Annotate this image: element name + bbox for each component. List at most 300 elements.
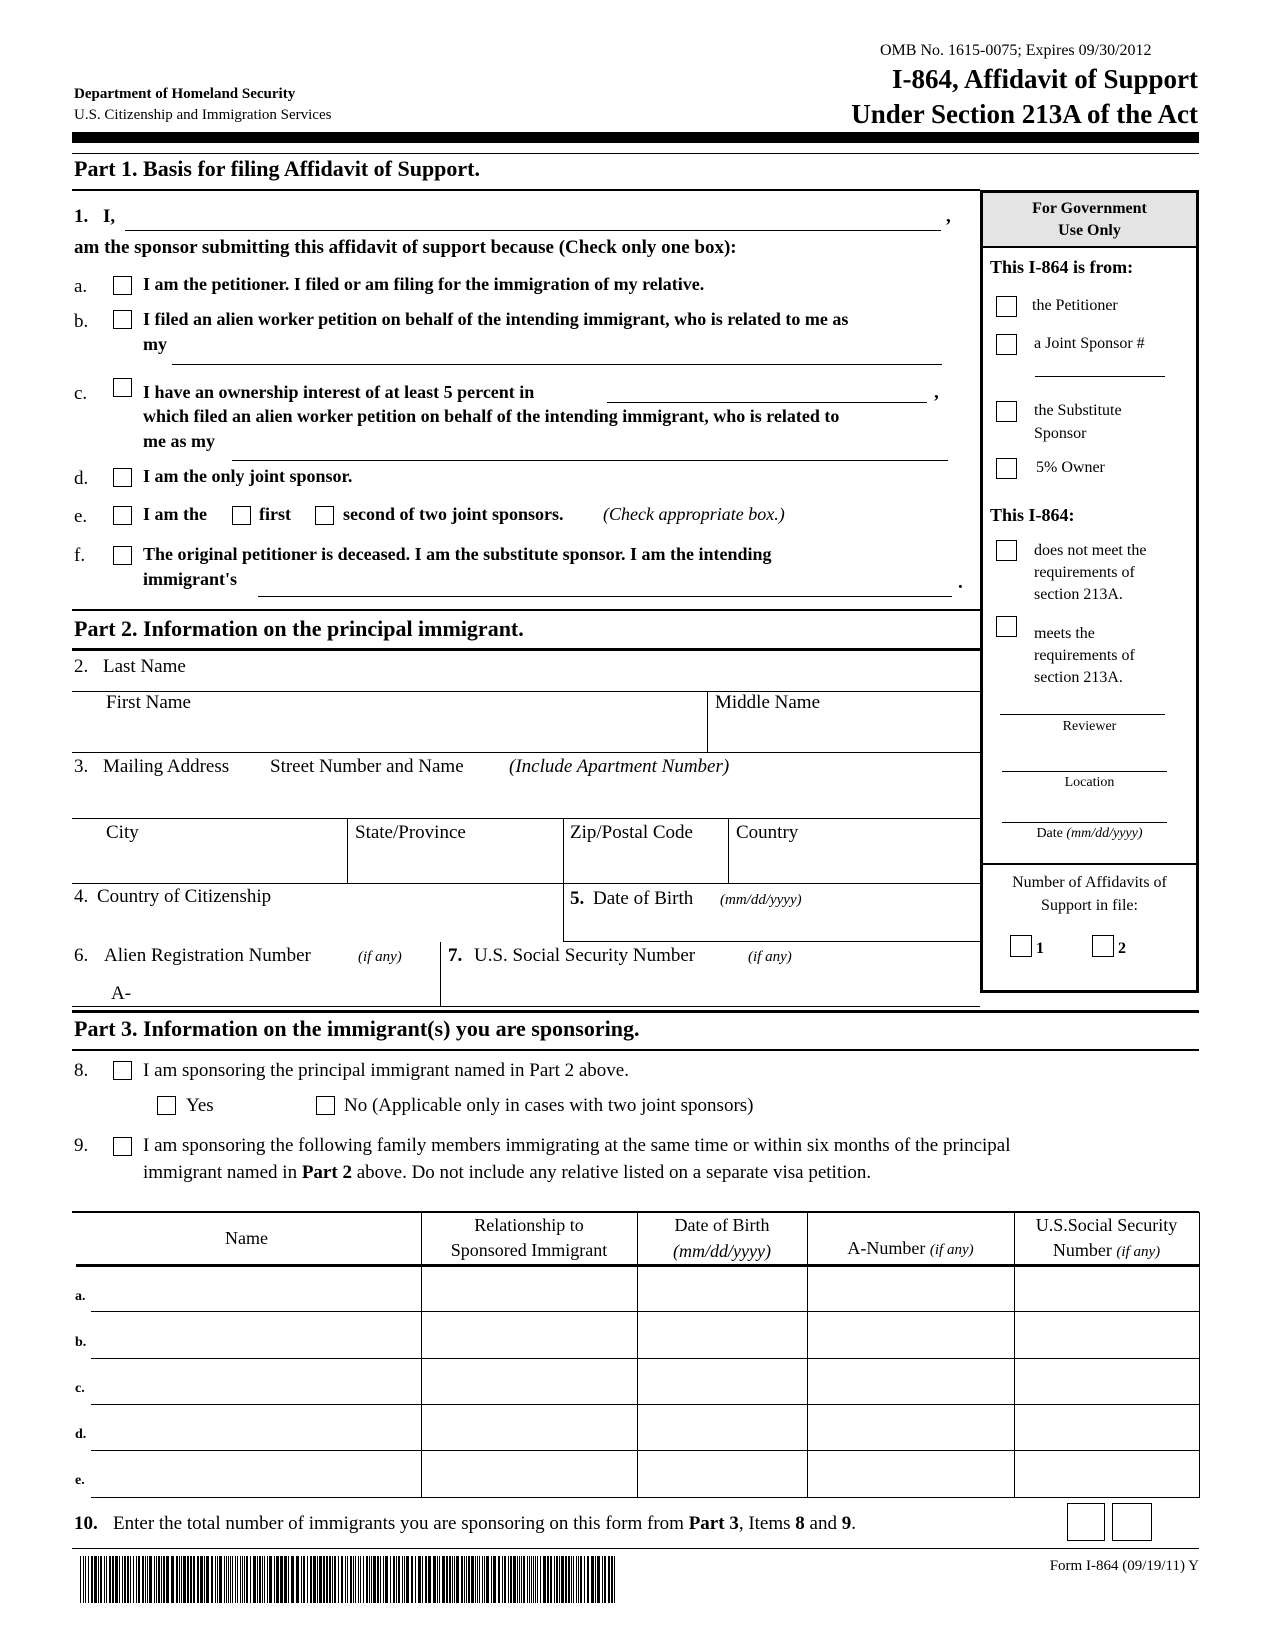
gov-meets-line2: requirements of: [1034, 647, 1135, 664]
table-col-anumber-note: (if any): [929, 1242, 974, 1258]
barcode-bar: [521, 1556, 522, 1603]
barcode-bar: [353, 1556, 354, 1603]
barcode-bar: [313, 1556, 316, 1603]
barcode-bar: [181, 1556, 182, 1603]
city-label: City: [106, 822, 139, 843]
barcode-bar: [554, 1556, 555, 1603]
table-header-rule: [76, 1264, 1200, 1267]
table-row-e[interactable]: [91, 1497, 1200, 1498]
barcode-bar: [237, 1556, 238, 1603]
table-col-anumber-label: A-Number: [847, 1238, 926, 1258]
barcode-bar: [398, 1556, 400, 1603]
barcode-bar: [573, 1556, 574, 1603]
q8-yes-label: Yes: [186, 1095, 214, 1116]
gov-date-label: Date: [1036, 826, 1063, 841]
barcode-bar: [360, 1556, 361, 1603]
barcode-bar: [523, 1556, 525, 1603]
q3-number: 3.: [74, 756, 89, 777]
barcode-bar: [176, 1556, 178, 1603]
q10-text-period: .: [851, 1513, 856, 1534]
option-e-letter: e.: [74, 506, 88, 527]
q6-number: 6.: [74, 945, 89, 966]
barcode-bar: [242, 1556, 243, 1603]
q10-text-and: and: [804, 1513, 842, 1534]
option-f-text2: immigrant's: [143, 569, 237, 589]
barcode-bar: [437, 1556, 438, 1603]
option-d-letter: d.: [74, 468, 89, 489]
barcode-bar: [377, 1556, 379, 1603]
q1-prefix: I,: [103, 206, 116, 227]
barcode-bar: [193, 1556, 195, 1603]
state-label: State/Province: [355, 822, 466, 843]
barcode-bar: [513, 1556, 516, 1603]
q10-text-part: Part 3: [688, 1513, 739, 1534]
part2-top-rule: [72, 609, 980, 611]
gov-substitute-label1: the Substitute: [1034, 402, 1122, 419]
barcode-bar: [100, 1556, 102, 1603]
barcode-bar: [529, 1556, 530, 1603]
barcode-bar: [373, 1556, 376, 1603]
gov-divider: [983, 863, 1196, 865]
option-c-checkbox[interactable]: [113, 378, 132, 397]
gov-joint-label: a Joint Sponsor #: [1034, 335, 1145, 352]
barcode-bar: [301, 1556, 302, 1603]
barcode-bar: [154, 1556, 155, 1603]
option-f-checkbox[interactable]: [113, 546, 132, 565]
gov-joint-checkbox[interactable]: [996, 334, 1017, 355]
table-col-dob-2: (mm/dd/yyyy): [673, 1241, 771, 1261]
barcode-bar: [358, 1556, 359, 1603]
gov-owner-checkbox[interactable]: [996, 458, 1017, 479]
barcode-bar: [109, 1556, 111, 1603]
option-c-letter: c.: [74, 383, 88, 404]
name-divider: [707, 691, 708, 753]
q10-digit2-box[interactable]: [1112, 1503, 1152, 1541]
table-row-d[interactable]: [91, 1450, 1200, 1451]
barcode-bar: [274, 1556, 275, 1603]
ssn-note: (if any): [748, 949, 792, 965]
barcode-bar: [85, 1556, 86, 1603]
gov-notmeet-checkbox[interactable]: [996, 540, 1017, 561]
barcode-bar: [228, 1556, 229, 1603]
q1-comma: ,: [946, 206, 951, 227]
barcode-bar: [475, 1556, 476, 1603]
barcode-bar: [383, 1556, 384, 1603]
barcode-bar: [232, 1556, 233, 1603]
barcode-bar: [508, 1556, 509, 1603]
barcode-bar: [224, 1556, 225, 1603]
barcode-bar: [303, 1556, 305, 1603]
q8-text: I am sponsoring the principal immigrant named in Part 2 above.: [143, 1060, 629, 1081]
barcode-bar: [369, 1556, 370, 1603]
barcode-bar: [454, 1556, 455, 1603]
ssn-label: U.S. Social Security Number: [474, 945, 696, 966]
barcode-bar: [98, 1556, 99, 1603]
barcode-bar: [477, 1556, 478, 1603]
table-row-b[interactable]: [91, 1358, 1200, 1359]
q10-number: 10.: [74, 1513, 98, 1534]
gov-petitioner-label: the Petitioner: [1032, 297, 1118, 314]
barcode-bar: [149, 1556, 152, 1603]
barcode-bar: [479, 1556, 480, 1603]
q8-yes-checkbox[interactable]: [157, 1096, 176, 1115]
table-row-a-label: a.: [75, 1289, 86, 1304]
barcode-bar: [597, 1556, 600, 1603]
gov-date-label-wrap: [983, 826, 1196, 842]
q9-text2-part: Part 2: [301, 1162, 352, 1183]
footer-rule: [72, 1548, 1199, 1549]
option-b-letter: b.: [74, 311, 89, 332]
option-e-checkbox[interactable]: [113, 506, 132, 525]
last-name-label: Last Name: [103, 656, 186, 677]
street-note: (Include Apartment Number): [509, 756, 730, 777]
barcode-bar: [163, 1556, 165, 1603]
barcode-bar: [217, 1556, 218, 1603]
gov-reviewer-field[interactable]: [1000, 714, 1165, 715]
first-name-label: First Name: [106, 692, 191, 713]
barcode-bar: [215, 1556, 216, 1603]
barcode-bar: [535, 1556, 536, 1603]
barcode-bar: [200, 1556, 203, 1603]
barcode-bar: [104, 1556, 105, 1603]
gov-substitute-checkbox[interactable]: [996, 401, 1017, 422]
barcode-bar: [122, 1556, 123, 1603]
barcode-bar: [319, 1556, 322, 1603]
barcode-bar: [257, 1556, 258, 1603]
barcode-bar: [235, 1556, 236, 1603]
barcode-bar: [112, 1556, 114, 1603]
barcode-bar: [246, 1556, 248, 1603]
barcode-bar: [158, 1556, 160, 1603]
barcode: [80, 1556, 617, 1603]
option-c-text3: me as my: [143, 431, 215, 451]
gov-substitute-label2: Sponsor: [1034, 425, 1087, 442]
barcode-bar: [156, 1556, 157, 1603]
barcode-bar: [138, 1556, 140, 1603]
street-label: Street Number and Name: [270, 756, 464, 777]
option-b-text: I filed an alien worker petition on behalf of the intending immigrant, who is related to me as: [143, 309, 849, 329]
barcode-bar: [380, 1556, 381, 1603]
barcode-bar: [565, 1556, 567, 1603]
barcode-bar: [183, 1556, 186, 1603]
q8-no-label: No (Applicable only in cases with two joint sponsors): [344, 1095, 754, 1116]
form-subtitle: Under Section 213A of the Act: [851, 99, 1198, 129]
option-a-checkbox[interactable]: [113, 276, 132, 295]
barcode-bar: [498, 1556, 500, 1603]
barcode-bar: [556, 1556, 558, 1603]
barcode-bar: [442, 1556, 445, 1603]
gov-notmeet-line3: section 213A.: [1034, 586, 1123, 603]
barcode-bar: [240, 1556, 241, 1603]
table-row-c[interactable]: [91, 1404, 1200, 1405]
part1-rule: [72, 189, 980, 191]
gov-number-line2: Support in file:: [1041, 897, 1138, 914]
barcode-bar: [411, 1556, 413, 1603]
barcode-bar: [396, 1556, 397, 1603]
gov-count1-checkbox[interactable]: [1010, 935, 1032, 957]
barcode-bar: [326, 1556, 328, 1603]
gov-notmeet-line2: requirements of: [1034, 564, 1135, 581]
barcode-graphic: [80, 1556, 617, 1603]
barcode-bar: [547, 1556, 549, 1603]
alien-ssn-divider: [440, 942, 441, 1007]
zip-divider: [728, 818, 729, 884]
barcode-bar: [127, 1556, 129, 1603]
zip-label: Zip/Postal Code: [570, 822, 693, 843]
barcode-bar: [280, 1556, 283, 1603]
barcode-bar: [584, 1556, 585, 1603]
barcode-bar: [124, 1556, 126, 1603]
barcode-bar: [446, 1556, 448, 1603]
table-col-ssn-label: Number: [1052, 1240, 1112, 1260]
city-row-field[interactable]: [72, 883, 980, 884]
q10-digit1-box[interactable]: [1067, 1503, 1105, 1541]
table-row-a[interactable]: [91, 1311, 1200, 1312]
option-e-second-label: second of two joint sponsors.: [343, 504, 564, 524]
alien-number-prefix: A-: [111, 983, 132, 1004]
barcode-bar: [422, 1556, 423, 1603]
barcode-bar: [543, 1556, 546, 1603]
barcode-bar: [106, 1556, 107, 1603]
barcode-bar: [385, 1556, 388, 1603]
barcode-bar: [211, 1556, 213, 1603]
dob-format: (mm/dd/yyyy): [720, 892, 802, 908]
barcode-bar: [550, 1556, 552, 1603]
barcode-bar: [244, 1556, 245, 1603]
barcode-bar: [145, 1556, 146, 1603]
option-e-first-label: first: [259, 504, 291, 524]
table-col-relationship-2: Sponsored Immigrant: [450, 1240, 608, 1260]
gov-meets-checkbox[interactable]: [996, 616, 1017, 637]
q1-number: 1.: [74, 206, 89, 227]
barcode-bar: [179, 1556, 180, 1603]
barcode-bar: [486, 1556, 489, 1603]
barcode-bar: [580, 1556, 582, 1603]
barcode-bar: [130, 1556, 131, 1603]
option-e-note: (Check appropriate box.): [603, 504, 785, 524]
barcode-bar: [187, 1556, 189, 1603]
barcode-bar: [291, 1556, 294, 1603]
barcode-bar: [341, 1556, 343, 1603]
option-f-relation-field[interactable]: [258, 596, 952, 597]
barcode-bar: [329, 1556, 331, 1603]
mailing-address-label: Mailing Address: [103, 756, 230, 777]
barcode-bar: [190, 1556, 192, 1603]
table-col-ssn-2: [1014, 1238, 1199, 1264]
barcode-bar: [219, 1556, 222, 1603]
option-e-second-checkbox[interactable]: [315, 506, 334, 525]
barcode-bar: [504, 1556, 506, 1603]
barcode-bar: [491, 1556, 492, 1603]
barcode-bar: [578, 1556, 579, 1603]
barcode-bar: [133, 1556, 134, 1603]
gov-location-field[interactable]: [1002, 771, 1167, 772]
last-name-field[interactable]: [72, 691, 980, 692]
gov-owner-label: 5% Owner: [1036, 459, 1105, 476]
barcode-bar: [334, 1556, 336, 1603]
barcode-bar: [614, 1556, 615, 1603]
street-field[interactable]: [72, 818, 980, 819]
q1-intro: am the sponsor submitting this affidavit of support because (Check only one box):: [74, 237, 737, 258]
table-row-b-label: b.: [75, 1335, 87, 1350]
barcode-bar: [559, 1556, 560, 1603]
barcode-bar: [406, 1556, 409, 1603]
barcode-bar: [142, 1556, 144, 1603]
barcode-bar: [595, 1556, 596, 1603]
barcode-bar: [537, 1556, 538, 1603]
option-c-company-field[interactable]: [607, 402, 927, 403]
barcode-bar: [317, 1556, 318, 1603]
barcode-bar: [250, 1556, 251, 1603]
country-label: Country: [736, 822, 799, 843]
table-col-ssn-note: (if any): [1116, 1244, 1161, 1260]
department-name: Department of Homeland Security: [74, 86, 296, 102]
barcode-bar: [493, 1556, 496, 1603]
barcode-bar: [204, 1556, 205, 1603]
barcode-bar: [452, 1556, 453, 1603]
gov-date-field[interactable]: [1002, 822, 1167, 823]
city-divider: [347, 818, 348, 884]
alien-ssn-field[interactable]: [72, 1006, 980, 1007]
q8-no-checkbox[interactable]: [316, 1096, 335, 1115]
option-d-text: I am the only joint sponsor.: [143, 466, 353, 486]
gov-petitioner-checkbox[interactable]: [996, 296, 1017, 317]
dob-label: Date of Birth: [593, 888, 694, 909]
dob-field[interactable]: [563, 941, 980, 942]
q9-text1: I am sponsoring the following family members immigrating at the same time or within six months of the principal: [143, 1135, 1011, 1156]
option-f-letter: f.: [74, 545, 86, 566]
option-c-relation-field[interactable]: [232, 460, 948, 461]
table-col-anumber: [807, 1236, 1014, 1262]
barcode-bar: [206, 1556, 209, 1603]
barcode-bar: [264, 1556, 265, 1603]
barcode-bar: [338, 1556, 339, 1603]
omb-number: OMB No. 1615-0075; Expires 09/30/2012: [880, 42, 1152, 59]
barcode-bar: [591, 1556, 594, 1603]
barcode-bar: [310, 1556, 312, 1603]
gov-this-label: This I-864:: [990, 505, 1075, 525]
barcode-bar: [262, 1556, 263, 1603]
table-col-relationship-1: Relationship to: [474, 1215, 584, 1235]
option-b-checkbox[interactable]: [113, 310, 132, 329]
q4-number: 4.: [74, 886, 89, 907]
option-c-comma: ,: [934, 382, 939, 403]
barcode-bar: [119, 1556, 120, 1603]
table-row-e-label: e.: [75, 1473, 85, 1488]
option-f-text: The original petitioner is deceased. I am the substitute sponsor. I am the intending: [143, 544, 772, 564]
agency-name: U.S. Citizenship and Immigration Services: [74, 107, 332, 123]
barcode-bar: [267, 1556, 268, 1603]
table-right-border: [1199, 1212, 1200, 1498]
barcode-bar: [519, 1556, 520, 1603]
barcode-bar: [284, 1556, 287, 1603]
barcode-bar: [561, 1556, 564, 1603]
part2-heading: Part 2. Information on the principal immigrant.: [74, 616, 524, 641]
citizenship-label: Country of Citizenship: [97, 886, 272, 907]
barcode-bar: [571, 1556, 572, 1603]
header-rule: [72, 132, 1199, 143]
barcode-bar: [366, 1556, 368, 1603]
form-id: Form I-864 (09/19/11) Y: [1049, 1558, 1199, 1574]
barcode-bar: [439, 1556, 440, 1603]
gov-reviewer-label: Reviewer: [1062, 719, 1117, 734]
gov-location-label: Location: [1064, 775, 1115, 790]
part3-heading: Part 3. Information on the immigrant(s) you are sponsoring.: [74, 1016, 640, 1041]
barcode-bar: [171, 1556, 174, 1603]
barcode-bar: [576, 1556, 577, 1603]
barcode-bar: [404, 1556, 405, 1603]
first-middle-name-field[interactable]: [72, 752, 980, 753]
barcode-bar: [115, 1556, 118, 1603]
gov-joint-number-field[interactable]: [1035, 376, 1165, 377]
gov-meets-line1: meets the: [1034, 625, 1095, 642]
gov-from-label: This I-864 is from:: [990, 257, 1134, 277]
header-thin-rule: [72, 153, 1199, 154]
q10-text-items: , Items: [738, 1513, 796, 1534]
barcode-bar: [88, 1556, 89, 1603]
barcode-bar: [415, 1556, 416, 1603]
barcode-bar: [136, 1556, 137, 1603]
barcode-bar: [390, 1556, 391, 1603]
option-a-letter: a.: [74, 276, 88, 297]
gov-meets-line3: section 213A.: [1034, 669, 1123, 686]
barcode-bar: [253, 1556, 256, 1603]
gov-count2-checkbox[interactable]: [1092, 935, 1114, 957]
q10-text: [113, 1513, 856, 1535]
alien-number-note: (if any): [358, 949, 402, 965]
q9-text2: [143, 1162, 871, 1184]
option-e-text: I am the: [143, 504, 207, 524]
gov-date-format: (mm/dd/yyyy): [1066, 826, 1143, 841]
barcode-bar: [161, 1556, 162, 1603]
barcode-bar: [393, 1556, 395, 1603]
barcode-bar: [332, 1556, 333, 1603]
barcode-bar: [449, 1556, 451, 1603]
sponsor-name-field[interactable]: [125, 230, 941, 231]
q7-number: 7.: [448, 945, 463, 966]
q9-number: 9.: [74, 1135, 89, 1156]
table-row-d-label: d.: [75, 1427, 87, 1442]
barcode-bar: [371, 1556, 372, 1603]
barcode-bar: [355, 1556, 356, 1603]
option-d-checkbox[interactable]: [113, 468, 132, 487]
barcode-bar: [608, 1556, 610, 1603]
barcode-bar: [307, 1556, 308, 1603]
q9-checkbox[interactable]: [113, 1137, 132, 1156]
table-col-name: Name: [225, 1228, 268, 1248]
barcode-bar: [464, 1556, 465, 1603]
state-divider: [563, 818, 564, 942]
barcode-bar: [428, 1556, 431, 1603]
option-a-text: I am the petitioner. I filed or am filing for the immigration of my relative.: [143, 274, 705, 294]
barcode-bar: [323, 1556, 325, 1603]
option-e-first-checkbox[interactable]: [232, 506, 251, 525]
barcode-bar: [471, 1556, 474, 1603]
option-b-relation-field[interactable]: [172, 364, 942, 365]
q8-checkbox[interactable]: [113, 1061, 132, 1080]
barcode-bar: [288, 1556, 289, 1603]
barcode-bar: [296, 1556, 299, 1603]
q10-text-item8: 8: [795, 1513, 805, 1534]
option-c-text2: which filed an alien worker petition on behalf of the intending immigrant, who is related to: [143, 406, 840, 426]
barcode-bar: [363, 1556, 364, 1603]
barcode-bar: [91, 1556, 93, 1603]
q5-number: 5.: [570, 888, 585, 909]
barcode-bar: [568, 1556, 570, 1603]
barcode-bar: [502, 1556, 503, 1603]
table-row-c-label: c.: [75, 1381, 85, 1396]
gov-header-line1: For Government: [1032, 200, 1147, 217]
